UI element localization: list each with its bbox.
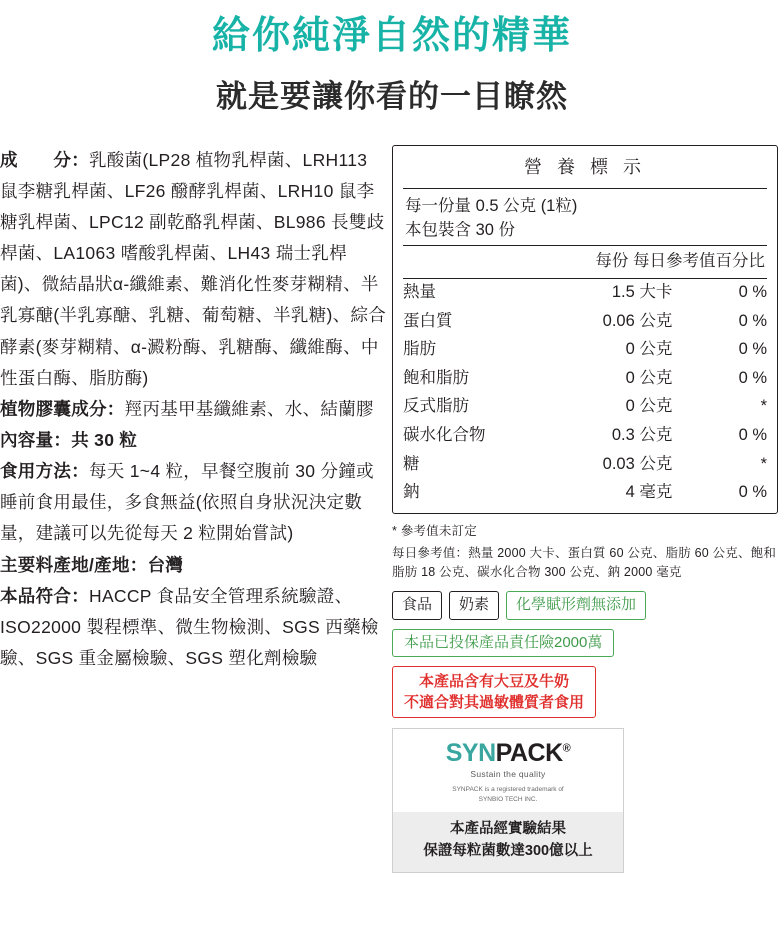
nutrient-value: 1.5 大卡: [611, 283, 673, 302]
nutrient-name: 反式脂肪: [403, 397, 469, 416]
origin-block: [0, 550, 388, 581]
synpack-trademark-line2: SYNBIO TECH INC.: [478, 795, 538, 803]
page-subtitle: 就是要讓你看的一目瞭然: [216, 78, 568, 114]
allergen-warning: [392, 666, 596, 718]
nutrient-name: 飽和脂肪: [403, 368, 469, 387]
badge-row-3: [392, 666, 778, 718]
page-title: 給你純淨自然的精華: [211, 15, 572, 57]
nutrient-name: 熱量: [403, 283, 436, 302]
badge-no-additive: 化學賦形劑無添加: [506, 591, 646, 619]
content-label: 內容量：: [0, 430, 72, 451]
nutrient-percent: 0 %: [738, 311, 767, 330]
badge-food: 食品: [392, 591, 442, 619]
synpack-guarantee: [393, 812, 623, 872]
ingredients-text: 乳酸菌(LP28 植物乳桿菌、LRH113 鼠李糖乳桿菌、LF26 醱酵乳桿菌、LRH10 鼠李糖乳桿菌、LPC12 副乾酪乳桿菌、BL986 長雙歧桿菌、LA1063 嗜酸乳桿菌、LH43 瑞士乳桿菌)、微結晶狀α-纖維素、難消化性麥芽糊精、半乳寡醣(半乳寡醣、乳糖、葡萄糖、半乳糖)、綜合酵素(麥芽糊精、α-澱粉酶、乳糖酶、纖維酶、中性蛋白酶、脂肪酶): [0, 149, 387, 388]
synpack-block: [392, 728, 624, 873]
nutrient-percent: 0 %: [738, 368, 767, 387]
table-row: [403, 479, 767, 508]
nutrient-percent: 0 %: [738, 283, 767, 302]
nutrition-column: [388, 145, 778, 873]
allergen-warning-line2: 不適合對其過敏體質者食用: [404, 693, 585, 711]
badge-vegan: 奶素: [449, 591, 499, 619]
nutrient-name: 蛋白質: [403, 311, 453, 330]
footnote-asterisk: * 參考值未訂定: [392, 524, 477, 539]
nutrient-value: 0.06 公克: [602, 311, 673, 330]
nutrient-rows: [403, 279, 767, 508]
serving-size: 每一份量 0.5 公克 (1粒): [405, 196, 578, 215]
synpack-logo: [393, 739, 623, 768]
table-row: [403, 364, 767, 393]
nutrient-value: 4 毫克: [625, 483, 673, 502]
serving-info: [403, 189, 767, 246]
nutrient-percent: 0 %: [738, 483, 767, 502]
nutrient-value: 0 公克: [625, 368, 673, 387]
content-columns: [0, 145, 784, 873]
nutrition-facts-table: [392, 145, 778, 514]
badge-insurance: 本品已投保產品責任險2000萬: [392, 629, 614, 657]
nutrient-percent: 0 %: [738, 340, 767, 359]
nutrient-value: 0 公克: [625, 340, 673, 359]
table-row: [403, 307, 767, 336]
capsule-block: [0, 394, 388, 425]
table-row: [403, 450, 767, 479]
nutrient-value: 0.3 公克: [611, 426, 673, 445]
daily-value-header: 每份 每日參考值百分比: [595, 252, 765, 271]
synpack-tagline: Sustain the quality: [470, 768, 546, 779]
nutrition-title: 營 養 標 示: [523, 156, 646, 177]
capsule-text: 羥丙基甲基纖維素、水、結蘭膠: [124, 398, 374, 419]
synpack-guarantee-line2: 保證每粒菌數達300億以上: [423, 843, 593, 860]
capsule-label: 植物膠囊成分：: [0, 398, 125, 419]
content-text: 共 30 粒: [71, 430, 138, 451]
synpack-trademark: [393, 785, 623, 805]
nutrient-percent: 0 %: [738, 426, 767, 445]
nutrient-percent: *: [760, 454, 767, 473]
ingredients-label: 成 分：: [0, 149, 89, 170]
nutrient-name: 脂肪: [403, 340, 436, 359]
allergen-warning-line1: 本產品含有大豆及牛奶: [419, 672, 570, 690]
table-row: [403, 279, 767, 308]
content-block: [0, 425, 388, 456]
synpack-guarantee-line1: 本產品經實驗結果: [450, 821, 566, 838]
synpack-logo-pack: PACK: [495, 738, 563, 767]
footnote-daily-values: 每日參考值：熱量 2000 大卡、蛋白質 60 公克、脂肪 60 公克、飽和脂肪 18 公克、碳水化合物 300 公克、鈉 2000 毫克: [392, 545, 777, 579]
synpack-logo-area: [393, 729, 623, 813]
synpack-trademark-line1: SYNPACK is a registered trademark of: [452, 785, 564, 793]
table-row: [403, 393, 767, 422]
nutrient-name: 鈉: [403, 483, 420, 502]
nutrient-name: 碳水化合物: [403, 426, 486, 445]
badge-row-1: [392, 591, 778, 619]
nutrition-footnotes: [392, 522, 778, 582]
servings-per-pack: 本包裝含 30 份: [405, 221, 516, 240]
badge-row-2: [392, 629, 778, 657]
certification-label: 本品符合：: [0, 585, 89, 606]
registered-mark-icon: ®: [562, 742, 571, 755]
table-row: [403, 422, 767, 451]
table-row: [403, 336, 767, 365]
ingredients-column: [0, 145, 388, 674]
origin-text: 台灣: [147, 554, 184, 575]
usage-label: 食用方法：: [0, 461, 89, 482]
usage-text: 每天 1~4 粒，早餐空腹前 30 分鐘或睡前食用最佳，多食無益(依照自身狀況決定數量，建議可以先從每天 2 粒開始嘗試): [0, 461, 374, 544]
nutrient-value: 0.03 公克: [602, 454, 673, 473]
product-label-page: [0, 14, 784, 950]
nutrient-value: 0 公克: [625, 397, 673, 416]
ingredients-block: [0, 145, 388, 394]
certification-text: HACCP 食品安全管理系統驗證、ISO22000 製程標準、微生物檢測、SGS 西藥檢驗、SGS 重金屬檢驗、SGS 塑化劑檢驗: [0, 585, 379, 669]
usage-block: [0, 456, 388, 549]
nutrient-name: 糖: [403, 454, 420, 473]
nutrient-percent: *: [760, 397, 767, 416]
origin-label: 主要料產地/產地：: [0, 554, 148, 575]
certification-block: [0, 581, 388, 674]
synpack-logo-syn: SYN: [445, 738, 496, 767]
